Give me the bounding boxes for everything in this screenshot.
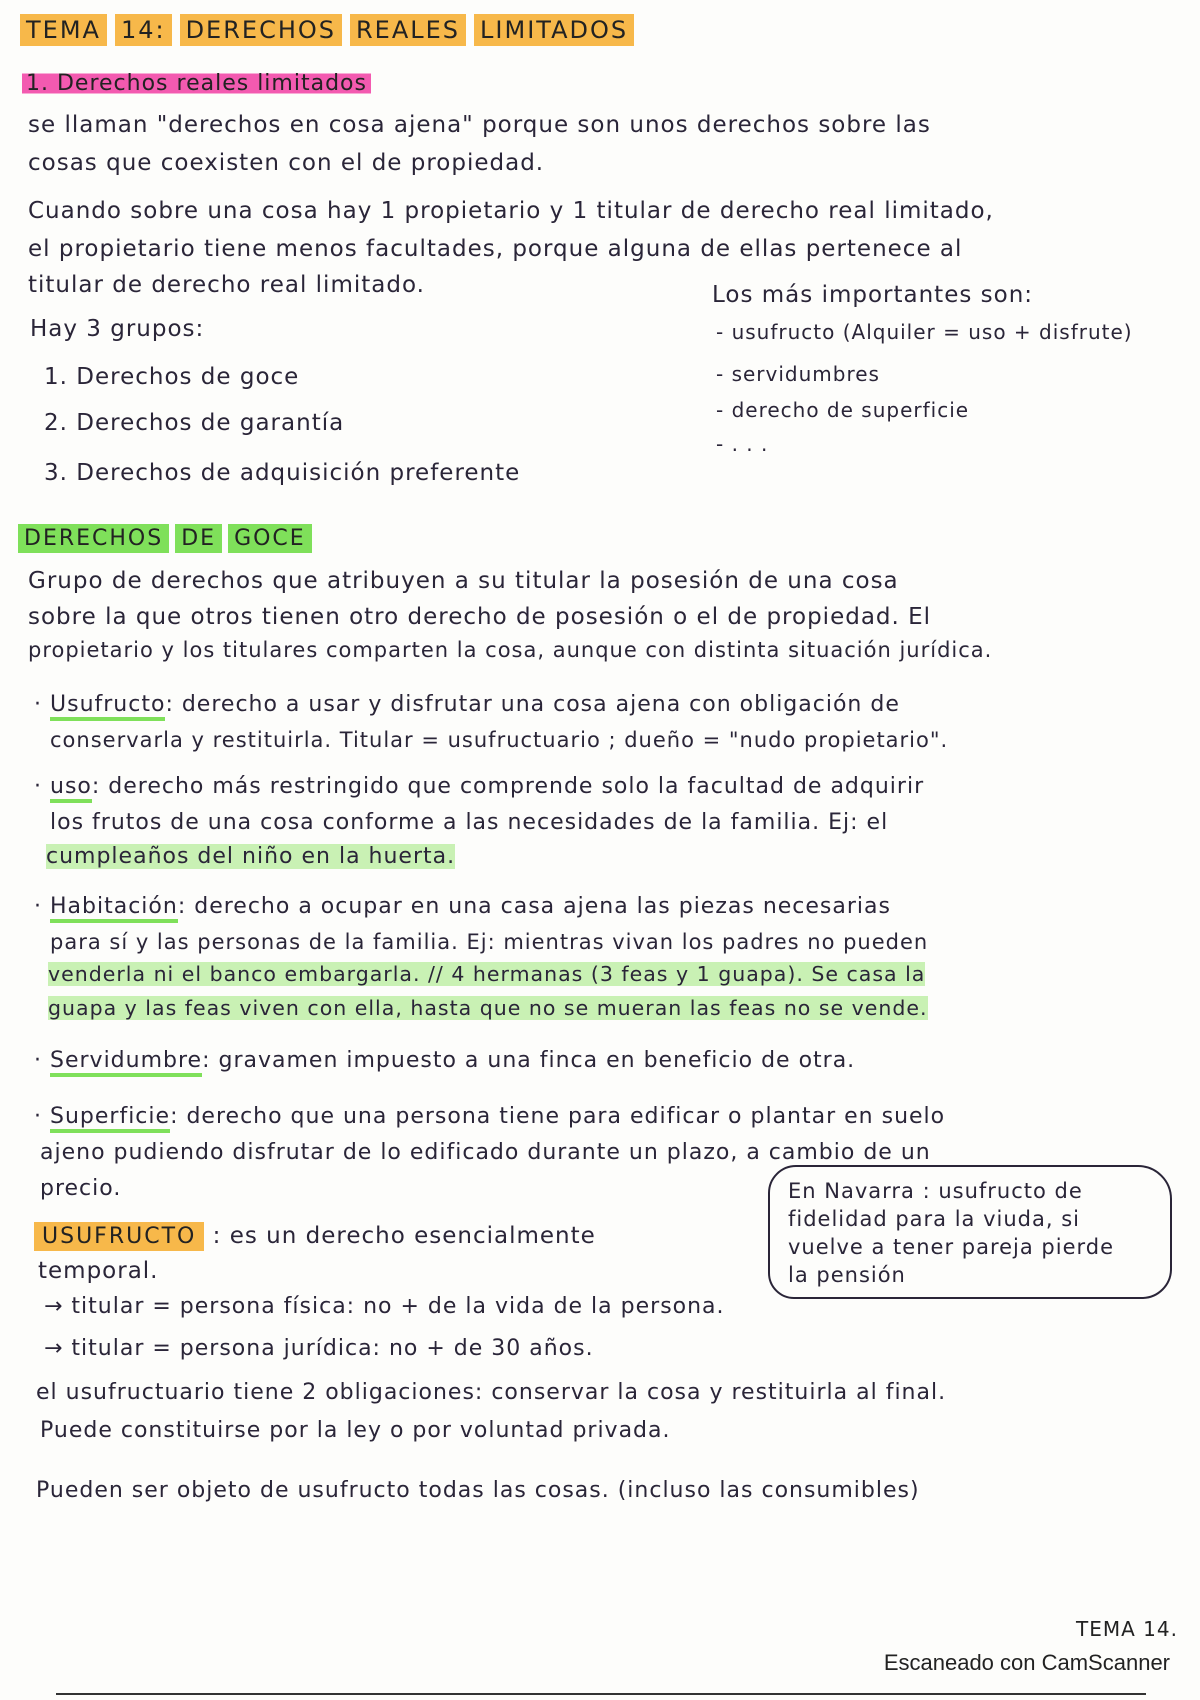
intro-line-4: el propietario tiene menos facultades, porque alguna de ellas pertenece al	[28, 236, 963, 262]
usufructo-line-3: → titular = persona física: no + de la vida de la persona.	[44, 1294, 725, 1319]
title-number: 14:	[115, 14, 172, 46]
footer-divider	[56, 1693, 1146, 1695]
def-usufructo: · Usufructo: derecho a usar y disfrutar una cosa ajena con obligación de	[34, 692, 900, 717]
def-uso: · uso: derecho más restringido que comprende solo la facultad de adquirir	[34, 774, 924, 799]
goce-heading	[18, 524, 318, 553]
grupo-item-2: 2. Derechos de garantía	[44, 410, 345, 436]
usufructo-chip: USUFRUCTO	[34, 1222, 204, 1251]
term-uso: uso	[50, 774, 92, 803]
camscanner-watermark: Escaneado con CamScanner	[883, 1650, 1170, 1675]
def-servidumbre: · Servidumbre: gravamen impuesto a una finca en beneficio de otra.	[34, 1048, 855, 1073]
def-uso-example: cumpleaños del niño en la huerta.	[46, 844, 456, 869]
goce-line-2: sobre la que otros tienen otro derecho de posesión o el de propiedad. El	[28, 604, 932, 630]
goce-chip-de: DE	[175, 524, 222, 553]
def-superficie-line-3: precio.	[40, 1176, 122, 1201]
section1-heading: 1. Derechos reales limitados	[22, 70, 371, 96]
navarra-note-line-3: vuelve a tener pareja pierde	[788, 1235, 1115, 1259]
title-word-derechos: DERECHOS	[180, 14, 342, 46]
intro-line-5: titular de derecho real limitado.	[28, 272, 425, 298]
goce-chip-derechos: DERECHOS	[18, 524, 169, 553]
def-superficie-line-2: ajeno pudiendo disfrutar de lo edificado durante un plazo, a cambio de un	[40, 1140, 931, 1165]
usufructo-section-heading: USUFRUCTO : es un derecho esencialmente	[34, 1222, 596, 1251]
usufructo-line-4: → titular = persona jurídica: no + de 30 años.	[44, 1336, 594, 1361]
def-superficie: · Superficie: derecho que una persona tiene para edificar o plantar en suelo	[34, 1104, 945, 1129]
intro-line-1: se llaman "derechos en cosa ajena" porque son unos derechos sobre las	[28, 112, 931, 138]
footer-tema: TEMA 14.	[1076, 1617, 1178, 1641]
title-word-limitados: LIMITADOS	[474, 14, 634, 46]
title-word-reales: REALES	[350, 14, 466, 46]
intro-line-3: Cuando sobre una cosa hay 1 propietario y 1 titular de derecho real limitado,	[28, 198, 994, 224]
def-usufructo-line-2: conservarla y restituirla. Titular = usufructuario ; dueño = "nudo propietario".	[50, 728, 949, 752]
page-title	[20, 14, 642, 50]
grupo-item-1: 1. Derechos de goce	[44, 364, 300, 390]
navarra-note-line-1: En Navarra : usufructo de	[788, 1179, 1083, 1203]
goce-chip-goce: GOCE	[228, 524, 312, 553]
term-servidumbre: Servidumbre	[50, 1048, 202, 1077]
title-tema: TEMA	[20, 14, 107, 46]
goce-line-1: Grupo de derechos que atribuyen a su titular la posesión de una cosa	[28, 568, 899, 594]
intro-line-2: cosas que coexisten con el de propiedad.	[28, 150, 545, 176]
navarra-note-line-2: fidelidad para la viuda, si	[788, 1207, 1081, 1231]
importante-item-2: - servidumbres	[716, 362, 880, 386]
grupo-item-3: 3. Derechos de adquisición preferente	[44, 460, 521, 486]
navarra-note-line-4: la pensión	[788, 1263, 906, 1287]
importante-item-4: - . . .	[716, 432, 769, 456]
importante-item-1: - usufructo (Alquiler = uso + disfrute)	[716, 320, 1133, 344]
grupos-heading: Hay 3 grupos:	[30, 316, 205, 342]
importante-item-3: - derecho de superficie	[716, 398, 970, 422]
def-habitacion-line-2: para sí y las personas de la familia. Ej: mientras vivan los padres no pueden	[50, 930, 929, 954]
term-habitacion: Habitación	[50, 894, 178, 923]
usufructo-line-2: temporal.	[38, 1258, 159, 1284]
def-habitacion-line-3: venderla ni el banco embargarla. // 4 hermanas (3 feas y 1 guapa). Se casa la	[48, 962, 926, 986]
importantes-heading: Los más importantes son:	[712, 282, 1034, 308]
def-uso-line-2: los frutos de una cosa conforme a las necesidades de la familia. Ej: el	[50, 810, 889, 835]
def-habitacion: · Habitación: derecho a ocupar en una casa ajena las piezas necesarias	[34, 894, 891, 919]
def-habitacion-line-4: guapa y las feas viven con ella, hasta que no se mueran las feas no se vende.	[48, 996, 928, 1020]
usufructo-line-6: Puede constituirse por la ley o por voluntad privada.	[40, 1418, 671, 1443]
usufructo-line-7: Pueden ser objeto de usufructo todas las cosas. (incluso las consumibles)	[36, 1478, 920, 1503]
term-usufructo: Usufructo	[50, 692, 165, 721]
goce-line-3: propietario y los titulares comparten la cosa, aunque con distinta situación jurídica.	[28, 638, 993, 662]
term-superficie: Superficie	[50, 1104, 170, 1133]
navarra-note	[768, 1165, 1172, 1299]
usufructo-line-5: el usufructuario tiene 2 obligaciones: conservar la cosa y restituirla al final.	[36, 1380, 947, 1405]
